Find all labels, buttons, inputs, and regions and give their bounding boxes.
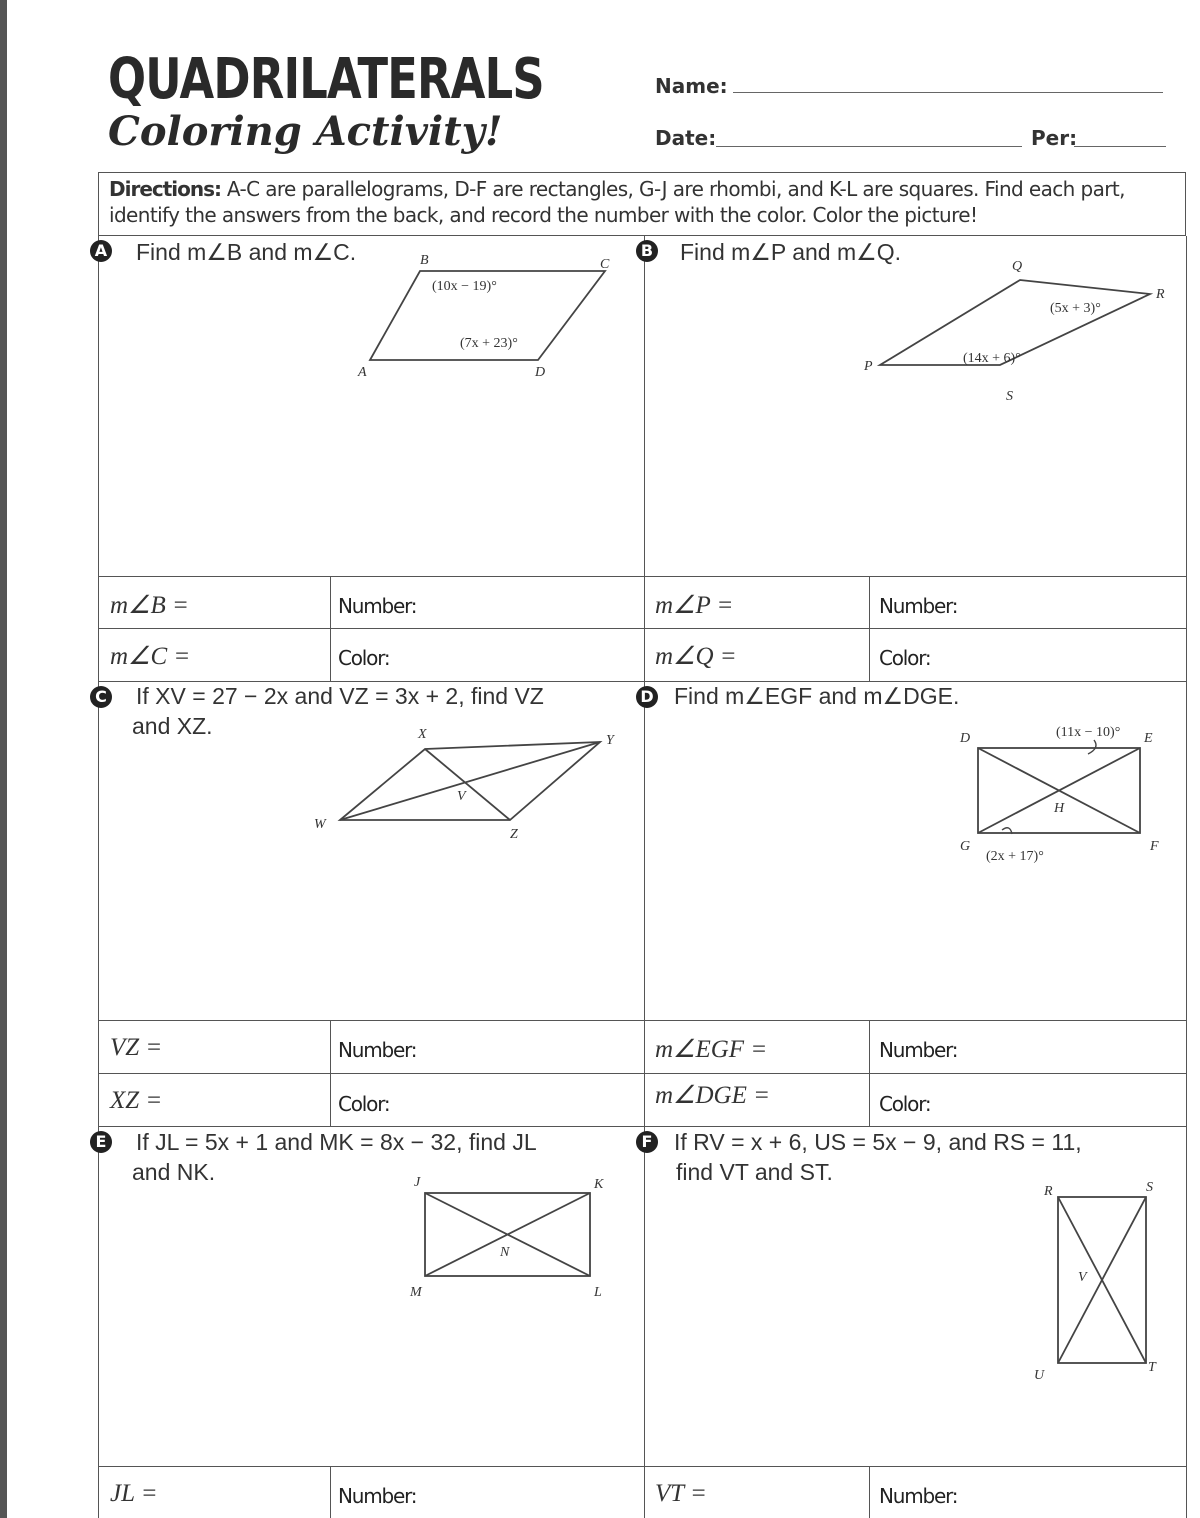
label-s: S xyxy=(1006,389,1013,404)
prompt-f-line2: find VT and ST. xyxy=(676,1159,833,1185)
name-line[interactable] xyxy=(733,92,1163,93)
prompt-c-line2: and XZ. xyxy=(132,713,213,739)
grid-right xyxy=(1186,236,1187,1518)
left-border xyxy=(0,0,7,1518)
grid-sub-f xyxy=(869,1466,870,1518)
label-j: J xyxy=(414,1175,421,1190)
prompt-f-line1: If RV = x + 6, US = 5x − 9, and RS = 11, xyxy=(674,1129,1082,1155)
answer-megf-label: m∠EGF = xyxy=(655,1036,768,1063)
label-k: K xyxy=(594,1177,604,1192)
row-line-7 xyxy=(98,1466,1186,1467)
angle-r-label: (5x + 3)° xyxy=(1050,301,1101,316)
label-p: P xyxy=(864,359,873,374)
diagram-e xyxy=(400,1170,620,1300)
prompt-a: Find m∠B and m∠C. xyxy=(136,239,357,265)
label-e: E xyxy=(1144,731,1153,746)
row-line-5 xyxy=(98,1073,1186,1074)
number-tag-c[interactable]: Number: xyxy=(338,1038,417,1062)
label-c: C xyxy=(600,257,610,272)
number-tag-a[interactable]: Number: xyxy=(338,594,417,618)
date-label: Date: xyxy=(655,126,717,150)
label-a: A xyxy=(358,365,367,380)
worksheet-subtitle: Coloring Activity! xyxy=(108,108,503,155)
answer-mq-label: m∠Q = xyxy=(655,643,737,670)
label-d: D xyxy=(535,365,546,380)
diagram-d xyxy=(950,718,1170,870)
number-tag-f[interactable]: Number: xyxy=(879,1484,958,1508)
angle-e-label: (11x − 10)° xyxy=(1056,725,1121,740)
label-t: T xyxy=(1148,1360,1156,1375)
color-tag-c[interactable]: Color: xyxy=(338,1092,390,1116)
name-label: Name: xyxy=(655,74,728,98)
date-line[interactable] xyxy=(716,146,1022,147)
answer-mp-label: m∠P = xyxy=(655,592,734,619)
label-z: Z xyxy=(510,827,518,842)
answer-mb-label: m∠B = xyxy=(110,592,189,619)
badge-f: F xyxy=(636,1131,658,1153)
label-x: X xyxy=(418,727,427,742)
row-line-4 xyxy=(98,1020,1186,1021)
number-tag-d[interactable]: Number: xyxy=(879,1038,958,1062)
color-tag-d[interactable]: Color: xyxy=(879,1092,931,1116)
diagram-b xyxy=(860,250,1180,410)
label-f: F xyxy=(1150,839,1159,854)
directions-text: A-C are parallelograms, D-F are rectangles, G-J are rhombi, and K-L are squares. Find each part, identify the answers from the back, and record the number with the color. Color the picture! xyxy=(109,177,1125,227)
label-m: M xyxy=(410,1285,422,1300)
badge-b: B xyxy=(636,240,658,262)
label-l: L xyxy=(594,1285,602,1300)
label-h: H xyxy=(1054,801,1065,816)
diagram-a xyxy=(340,248,630,388)
directions-lead: Directions: xyxy=(109,177,222,201)
grid-middle xyxy=(644,236,645,1518)
diagonal-xz xyxy=(425,749,510,820)
prompt-c-line1: If XV = 27 − 2x and VZ = 3x + 2, find VZ xyxy=(136,683,544,709)
per-label: Per: xyxy=(1031,126,1078,150)
answer-vt-label: VT = xyxy=(655,1480,707,1507)
label-q: Q xyxy=(1012,259,1023,274)
answer-mdge-label: m∠DGE = xyxy=(655,1082,770,1109)
per-line[interactable] xyxy=(1074,146,1166,147)
angle-s-label: (14x + 6)° xyxy=(963,351,1021,366)
label-d-vertex: D xyxy=(960,731,971,746)
angle-e-arc xyxy=(1088,740,1096,754)
angle-g-label: (2x + 17)° xyxy=(986,849,1044,864)
grid-sub-e xyxy=(330,1466,331,1518)
prompt-e-line2: and NK. xyxy=(132,1159,216,1185)
label-u: U xyxy=(1034,1368,1045,1383)
answer-vz-label: VZ = xyxy=(110,1034,163,1061)
badge-c: C xyxy=(90,686,112,708)
label-n: N xyxy=(500,1245,510,1260)
row-line-2 xyxy=(98,628,1186,629)
answer-xz-label: XZ = xyxy=(110,1087,163,1114)
label-y: Y xyxy=(606,733,614,748)
label-r: R xyxy=(1156,287,1165,302)
answer-mc-label: m∠C = xyxy=(110,643,191,670)
label-s: S xyxy=(1146,1180,1153,1195)
label-g: G xyxy=(960,839,971,854)
angle-b-label: (10x − 19)° xyxy=(432,279,497,294)
grid-sub-b xyxy=(869,576,870,682)
label-r: R xyxy=(1044,1184,1053,1199)
diagram-f xyxy=(1030,1175,1170,1390)
directions-box xyxy=(98,172,1186,236)
diagram-c xyxy=(310,722,630,852)
answer-jl-label: JL = xyxy=(110,1480,158,1507)
angle-d-label: (7x + 23)° xyxy=(460,336,518,351)
label-v: V xyxy=(1078,1270,1087,1285)
number-tag-b[interactable]: Number: xyxy=(879,594,958,618)
badge-a: A xyxy=(90,240,112,262)
grid-sub-a xyxy=(330,576,331,682)
label-b: B xyxy=(420,253,429,268)
prompt-b: Find m∠P and m∠Q. xyxy=(680,239,902,265)
label-w: W xyxy=(314,817,326,832)
color-tag-b[interactable]: Color: xyxy=(879,646,931,670)
badge-d: D xyxy=(636,686,658,708)
label-v: V xyxy=(457,789,466,804)
row-line-1 xyxy=(98,576,1186,577)
number-tag-e[interactable]: Number: xyxy=(338,1484,417,1508)
prompt-d: Find m∠EGF and m∠DGE. xyxy=(674,683,960,709)
prompt-e-line1: If JL = 5x + 1 and MK = 8x − 32, find JL xyxy=(136,1129,537,1155)
badge-e: E xyxy=(90,1131,112,1153)
diagonal-wy xyxy=(340,742,600,820)
grid-left xyxy=(98,236,99,1518)
worksheet-title: QUADRILATERALS xyxy=(108,47,544,112)
color-tag-a[interactable]: Color: xyxy=(338,646,390,670)
